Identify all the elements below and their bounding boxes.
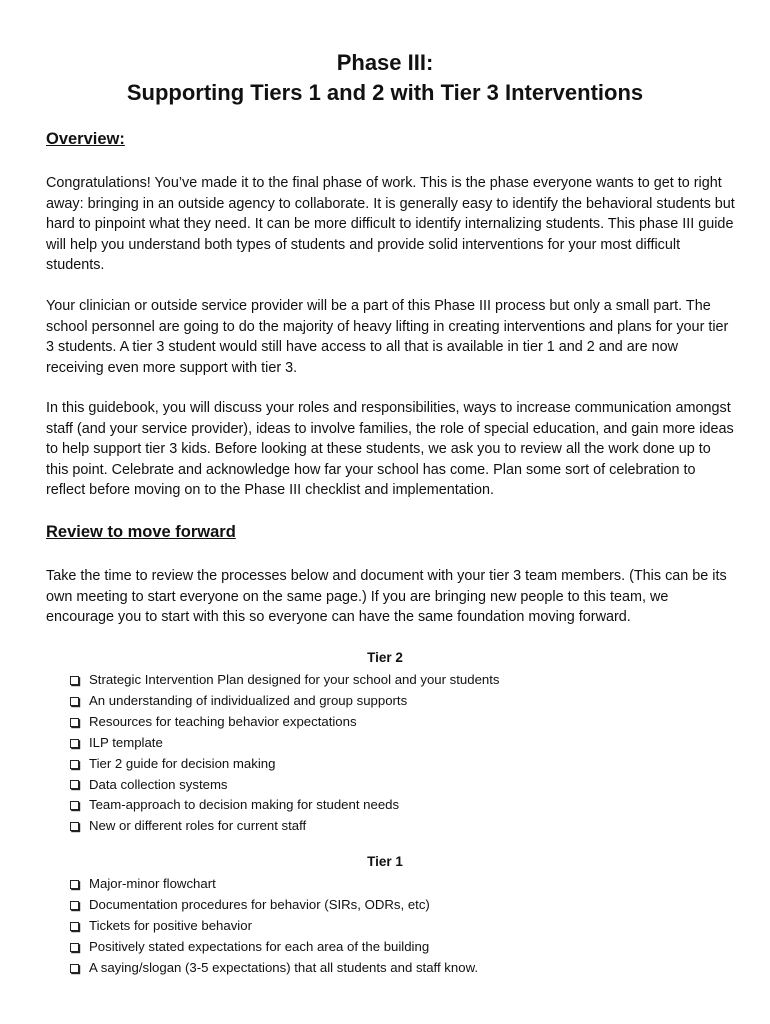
checkbox-icon[interactable] [70, 964, 79, 973]
checklist-item[interactable] [70, 958, 478, 979]
checklist-item-label: Documentation procedures for behavior (SIRs, ODRs, etc) [89, 896, 430, 912]
review-paragraph: Take the time to review the processes below and document with your tier 3 team members. (This can be its own meeting to start everyone on the same page.) If you are bringing new people to this team, we encourage you to start with this so everyone can have the same foundation moving forward. [46, 568, 727, 626]
checklist-item-label: Tickets for positive behavior [89, 917, 252, 933]
checklist-item-label: A saying/slogan (3-5 expectations) that all students and staff know. [89, 959, 479, 975]
overview-heading: Overview: [46, 130, 125, 148]
checkbox-icon[interactable] [70, 718, 79, 727]
checklist-item-label: Strategic Intervention Plan designed for your school and your students [89, 672, 500, 687]
checklist-item-label: New or different roles for current staff [89, 818, 307, 834]
overview-paragraph-1: Congratulations! You’ve made it to the final phase of work. This is the phase everyone wants to get to right away: bringing in an outside agency to collaborate. It is generally easy to identify the behavioral students but hard to pinpoint what they need. It can be more difficult to identify internalizing students. This phase III guide will help you understand both types of students and provide solid interventions for your most difficult students. [46, 175, 735, 274]
checklist-item-label: Major-minor flowchart [89, 876, 216, 891]
checklist-item-label: Data collection systems [89, 776, 228, 792]
checklist-item[interactable] [70, 895, 478, 916]
checkbox-icon[interactable] [70, 943, 79, 952]
checkbox-icon[interactable] [70, 697, 79, 706]
checklist-item[interactable] [70, 670, 500, 691]
checklist-item[interactable] [70, 816, 500, 837]
checkbox-icon[interactable] [70, 801, 79, 810]
tier2-title: Tier 2 [367, 650, 403, 665]
tier1-checklist [70, 874, 478, 979]
checklist-item-label: An understanding of individualized and group supports [89, 692, 408, 708]
checklist-item[interactable] [70, 712, 500, 733]
checklist-item[interactable] [70, 916, 478, 937]
document-subtitle: Supporting Tiers 1 and 2 with Tier 3 Interventions [126, 80, 644, 105]
checklist-item[interactable] [70, 754, 500, 775]
checklist-item[interactable] [70, 691, 500, 712]
checklist-item[interactable] [70, 874, 478, 895]
checkbox-icon[interactable] [70, 780, 79, 789]
checkbox-icon[interactable] [70, 901, 79, 910]
checklist-item[interactable] [70, 733, 500, 754]
checklist-item[interactable] [70, 775, 500, 796]
tier1-title: Tier 1 [367, 854, 403, 869]
checklist-item-label: ILP template [89, 734, 163, 750]
checklist-item-label: Resources for teaching behavior expectations [89, 713, 357, 729]
checklist-item-label: Positively stated expectations for each area of the building [89, 938, 430, 954]
checklist-item-label: Team-approach to decision making for student needs [89, 797, 400, 813]
checklist-item-label: Tier 2 guide for decision making [89, 755, 276, 771]
checklist-item[interactable] [70, 937, 478, 958]
checkbox-icon[interactable] [70, 760, 79, 769]
checkbox-icon[interactable] [70, 739, 79, 748]
review-heading: Review to move forward [46, 523, 236, 541]
document-title: Phase III: [336, 50, 434, 75]
overview-paragraph-3: In this guidebook, you will discuss your roles and responsibilities, ways to increase communication amongst staff (and your service provider), ideas to involve families, the role of special education, and gain more ideas to help support tier 3 kids. Before looking at these students, we ask you to review all the work done up to this point. Celebrate and acknowledge how far your school has come. Plan some sort of celebration to reflect before moving on to the Phase III checklist and implementation. [46, 400, 734, 499]
checkbox-icon[interactable] [70, 676, 79, 685]
tier2-checklist [70, 670, 500, 837]
overview-paragraph-2: Your clinician or outside service provider will be a part of this Phase III process but only a small part. The school personnel are going to do the majority of heavy lifting in creating interventions and plans for your tier 3 students. A tier 3 student would still have access to all that is available in tier 1 and 2 and are now receiving even more support with tier 3. [46, 298, 729, 376]
checkbox-icon[interactable] [70, 880, 79, 889]
checklist-item[interactable] [70, 795, 500, 816]
checkbox-icon[interactable] [70, 822, 79, 831]
checkbox-icon[interactable] [70, 922, 79, 931]
